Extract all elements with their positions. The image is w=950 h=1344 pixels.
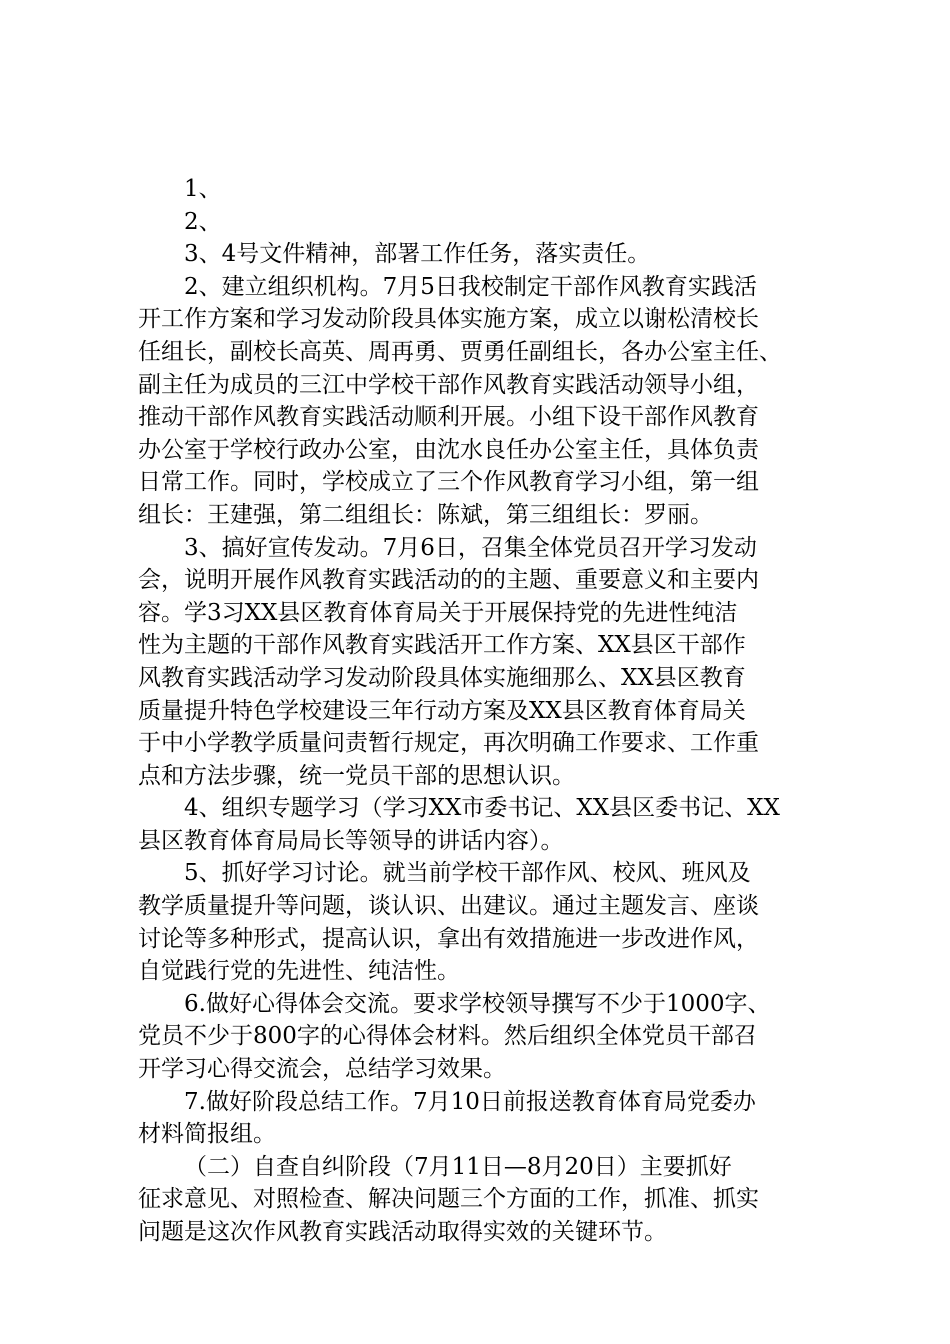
document-line: 任组长，副校长高英、周再勇、贾勇任副组长，各办公室主任、 [138, 338, 782, 365]
document-line: 4、组织专题学习（学习XX市委书记、XX县区委书记、XX [184, 795, 780, 822]
document-line: 副主任为成员的三江中学校干部作风教育实践活动领导小组， [138, 371, 759, 398]
document-line: 7.做好阶段总结工作。7月10日前报送教育体育局党委办 [184, 1088, 756, 1115]
document-line: 2、 [184, 208, 222, 235]
document-line: 2、建立组织机构。7月5日我校制定干部作风教育实践活 [184, 273, 757, 300]
document-line: 征求意见、对照检查、解决问题三个方面的工作，抓准、抓实 [138, 1186, 759, 1213]
document-line: 县区教育体育局局长等领导的讲话内容）。 [138, 827, 564, 854]
document-line: 风教育实践活动学习发动阶段具体实施细那么、XX县区教育 [138, 664, 746, 691]
document-line: 日常工作。同时，学校成立了三个作风教育学习小组，第一组 [138, 469, 759, 496]
document-line: 会，说明开展作风教育实践活动的的主题、重要意义和主要内 [138, 567, 759, 594]
document-line: 教学质量提升等问题，谈认识、出建议。通过主题发言、座谈 [138, 893, 759, 920]
document-line: 于中小学教学质量问责暂行规定，再次明确工作要求、工作重 [138, 730, 759, 757]
document-line: （二）自查自纠阶段（7月11日—8月20日）主要抓好 [184, 1153, 732, 1180]
document-body [138, 173, 838, 1249]
document-line: 容。学3习XX县区教育体育局关于开展保持党的先进性纯洁 [138, 599, 738, 626]
document-line: 开学习心得交流会，总结学习效果。 [138, 1056, 506, 1083]
document-line: 办公室于学校行政办公室，由沈水良任办公室主任，具体负责 [138, 436, 759, 463]
document-line: 组长：王建强，第二组组长：陈斌，第三组组长：罗丽。 [138, 501, 713, 528]
document-line: 推动干部作风教育实践活动顺利开展。小组下设干部作风教育 [138, 404, 759, 431]
document-line: 党员不少于800字的心得体会材料。然后组织全体党员干部召 [138, 1023, 757, 1050]
document-line: 材料简报组。 [138, 1121, 276, 1148]
document-line: 1、 [184, 176, 222, 202]
document-line: 5、抓好学习讨论。就当前学校干部作风、校风、班风及 [184, 860, 751, 887]
document-line: 开工作方案和学习发动阶段具体实施方案，成立以谢松清校长 [138, 306, 759, 333]
document-line: 问题是这次作风教育实践活动取得实效的关键环节。 [138, 1219, 667, 1245]
document-line: 自觉践行党的先进性、纯洁性。 [138, 958, 460, 985]
document-line: 6.做好心得体会交流。要求学校领导撰写不少于1000字、 [184, 990, 771, 1017]
document-line: 3、搞好宣传发动。7月6日，召集全体党员召开学习发动 [184, 534, 757, 561]
document-line: 讨论等多种形式，提高认识，拿出有效措施进一步改进作风， [138, 925, 759, 952]
document-line: 性为主题的干部作风教育实践活开工作方案、XX县区干部作 [138, 632, 746, 659]
document-line: 点和方法步骤，统一党员干部的思想认识。 [138, 762, 575, 789]
document-line: 3、4号文件精神，部署工作任务，落实责任。 [184, 241, 651, 268]
document-line: 质量提升特色学校建设三年行动方案及XX县区教育体育局关 [138, 697, 746, 724]
